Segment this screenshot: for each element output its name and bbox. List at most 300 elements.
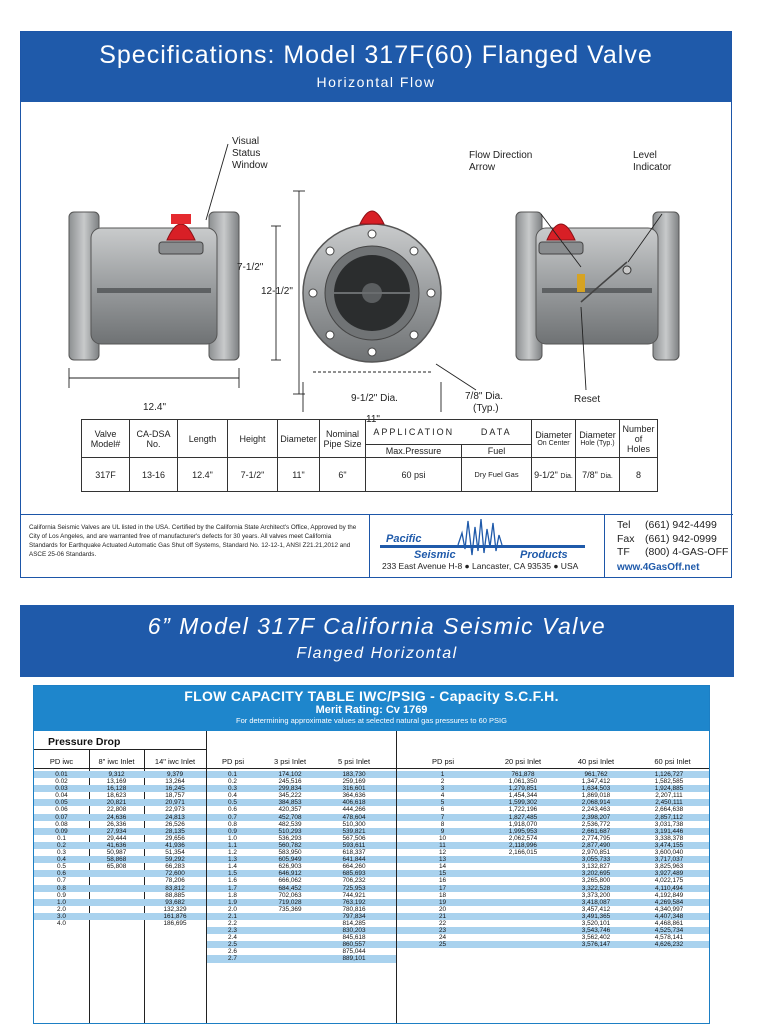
table-row xyxy=(397,821,710,828)
contact-tel xyxy=(617,519,728,533)
header-length: Length xyxy=(178,420,228,458)
col-header-60-psi: 60 psi Inlet xyxy=(654,757,691,766)
table-cell: 245,516 xyxy=(278,778,302,786)
table-row xyxy=(207,792,396,799)
table-cell: 0.9 xyxy=(57,891,66,899)
header-application: APPLICATION xyxy=(366,420,462,445)
table-cell: 1.7 xyxy=(228,884,237,892)
table-cell: 14 xyxy=(438,863,447,871)
dimension-diameter-label: 11" xyxy=(366,414,380,425)
col-header-3-psi: 3 psi Inlet xyxy=(273,757,307,766)
table-row xyxy=(34,799,206,806)
table-cell: 2,062,574 xyxy=(508,834,538,842)
contact-key: Fax xyxy=(617,532,635,545)
valve-side-view-left xyxy=(69,212,239,360)
cell-value: 7/8" xyxy=(582,469,598,480)
cell-unit: Dia. xyxy=(560,472,573,480)
table-row xyxy=(207,821,396,828)
table-cell: 2.5 xyxy=(228,941,237,949)
table-cell: 26,336 xyxy=(106,820,127,828)
label-line: Status xyxy=(232,148,261,159)
table-cell: 539,821 xyxy=(342,827,366,835)
table-cell: 2.7 xyxy=(228,955,237,963)
table-cell: 59,292 xyxy=(165,856,185,864)
contact-info xyxy=(617,519,728,574)
table-cell: 17 xyxy=(438,884,447,892)
table-cell: 24,636 xyxy=(106,813,127,821)
cell-diameter-hole xyxy=(576,458,620,492)
table-cell: 618,337 xyxy=(342,849,366,857)
table-cell: 16,128 xyxy=(106,785,127,793)
table-cell: 4,578,141 xyxy=(654,934,684,942)
table-cell: 3,927,489 xyxy=(654,870,684,878)
table-row xyxy=(207,948,396,955)
table-cell: 0.2 xyxy=(228,778,237,786)
table-cell: 4,407,348 xyxy=(654,912,684,920)
table-cell: 0.04 xyxy=(55,792,68,800)
table-cell: 3 xyxy=(440,785,445,793)
cell-length: 12.4" xyxy=(178,458,228,492)
table-cell: 1 xyxy=(440,771,445,778)
valve-front-view xyxy=(303,211,441,362)
table-row xyxy=(34,792,206,799)
flow-sheet-title: 6” Model 317F California Seismic Valve xyxy=(147,613,607,639)
table-cell: 4,110,494 xyxy=(655,884,683,892)
visual-status-window-label xyxy=(232,136,268,172)
table-cell: 2,166,015 xyxy=(508,849,538,857)
table-cell: 13,169 xyxy=(106,778,127,786)
table-cell: 13,264 xyxy=(165,778,185,786)
header-rule xyxy=(34,749,206,750)
table-cell: 26,526 xyxy=(165,820,185,828)
table-row xyxy=(207,799,396,806)
table-cell: 1,599,302 xyxy=(508,799,538,807)
table-cell: 83,812 xyxy=(165,884,185,892)
table-cell: 22 xyxy=(438,919,447,927)
table-cell: 0.5 xyxy=(228,799,237,807)
header-line: Diameter xyxy=(535,430,572,440)
table-row xyxy=(34,906,206,913)
table-cell: 0.1 xyxy=(228,771,237,778)
table-cell: 1,454,344 xyxy=(508,792,538,800)
header-diameter: Diameter xyxy=(278,420,320,458)
table-cell: 2,664,638 xyxy=(654,806,684,814)
table-cell: 702,063 xyxy=(278,891,302,899)
table-cell: 889,101 xyxy=(342,955,366,963)
contact-value: (661) 942-0999 xyxy=(645,532,717,545)
contact-fax xyxy=(617,533,728,547)
table-row xyxy=(397,814,710,821)
table-row xyxy=(397,792,710,799)
table-cell: 23 xyxy=(438,927,447,935)
table-cell: 13 xyxy=(438,856,447,864)
dimension-hole-label xyxy=(465,391,503,415)
table-cell: 1,279,851 xyxy=(508,785,538,793)
table-cell: 9,379 xyxy=(167,771,183,778)
table-row xyxy=(397,927,710,934)
flow-table-header xyxy=(34,686,709,731)
table-cell: 797,834 xyxy=(342,912,366,920)
group3-rows xyxy=(397,771,710,948)
table-cell: 2,243,463 xyxy=(581,806,611,814)
header-number-of-holes: Number of Holes xyxy=(620,420,658,458)
table-row xyxy=(397,870,710,877)
cell-number-of-holes: 8 xyxy=(620,458,658,492)
table-row xyxy=(397,799,710,806)
header-fuel: Fuel xyxy=(462,445,532,458)
table-row xyxy=(207,828,396,835)
logo-word-pacific: Pacific xyxy=(386,533,422,545)
table-row xyxy=(397,828,710,835)
table-row xyxy=(397,856,710,863)
table-cell: 2.4 xyxy=(228,934,237,942)
table-cell: 18 xyxy=(438,891,447,899)
table-cell: 875,044 xyxy=(342,948,366,956)
table-cell: 65,808 xyxy=(106,863,127,871)
table-cell: 1.3 xyxy=(228,856,237,864)
col-header-40-psi: 40 psi Inlet xyxy=(577,757,615,766)
valve-drawings xyxy=(21,102,733,412)
table-row xyxy=(397,899,710,906)
table-cell: 2,970,851 xyxy=(581,849,611,857)
table-row xyxy=(207,927,396,934)
table-cell: 4,626,232 xyxy=(654,941,684,949)
contact-value: (800) 4-GAS-OFF xyxy=(645,546,729,558)
table-cell: 3,265,800 xyxy=(581,877,611,885)
table-cell: 0.6 xyxy=(228,806,237,814)
table-cell: 1.0 xyxy=(228,834,237,842)
dimension-length-label: 12.4" xyxy=(143,402,167,413)
table-cell: 763,192 xyxy=(342,898,366,906)
logo-word-seismic: Seismic xyxy=(414,549,456,561)
flow-sheet-card xyxy=(20,605,734,1024)
dimension-height-label: 7-1/2" xyxy=(237,262,264,273)
table-cell: 1,869,018 xyxy=(581,792,611,800)
table-cell: 24,813 xyxy=(165,813,185,821)
company-address: 233 East Avenue H-8 ● Lancaster, CA 93535 ● USA xyxy=(382,561,579,571)
website-link[interactable]: www.4GasOff.net xyxy=(617,561,700,573)
table-cell: 1,634,503 xyxy=(581,785,611,793)
table-row xyxy=(207,835,396,842)
disclaimer-text: California Seismic Valves are UL listed in the USA. Certified by the California State Architect's Office, Approved by the City of Los Angeles, and are warranted free of manufacturer's defects for 30 years. All valves meet California Standards for Earthquake Actuated Automatic Gas Shut off Systems, Standard No. 12-12-1, ANSI Z21.21,2012 and ASCE 25-06 Standards. xyxy=(29,524,357,558)
table-cell: 706,232 xyxy=(342,877,366,885)
table-cell: 0.5 xyxy=(57,863,66,871)
table-cell: 2,661,687 xyxy=(581,827,611,835)
col-header-pd-psi-2: PD psi xyxy=(431,757,455,766)
table-cell: 3,520,101 xyxy=(581,919,611,927)
table-cell: 7 xyxy=(440,813,445,821)
table-row xyxy=(34,856,206,863)
table-cell: 684,452 xyxy=(278,884,302,892)
table-cell: 5 xyxy=(440,799,445,807)
table-cell: 51,354 xyxy=(165,849,185,857)
table-cell: 666,062 xyxy=(278,877,302,885)
table-cell: 420,357 xyxy=(278,806,302,814)
contact-key: Tel xyxy=(617,519,631,531)
table-cell: 2,398,207 xyxy=(581,813,611,821)
table-cell: 364,636 xyxy=(342,792,366,800)
cell-ca-dsa: 13-16 xyxy=(130,458,178,492)
col-header-14-iwc: 14" iwc Inlet xyxy=(154,757,196,766)
table-cell: 3,132,827 xyxy=(581,863,611,871)
table-cell: 0.3 xyxy=(228,785,237,793)
table-cell: 1,061,350 xyxy=(508,778,538,786)
spec-sheet-title: Specifications: Model 317F(60) Flanged Valve xyxy=(99,41,653,69)
table-cell: 4,192,849 xyxy=(654,891,684,899)
table-row xyxy=(207,877,396,884)
table-cell: 18,623 xyxy=(106,792,127,800)
table-cell: 384,853 xyxy=(278,799,302,807)
table-cell: 58,868 xyxy=(106,856,127,864)
company-logo-box xyxy=(369,515,605,577)
table-cell: 8 xyxy=(440,820,445,828)
table-cell: 4,269,584 xyxy=(654,898,684,906)
cell-height: 7-1/2" xyxy=(228,458,278,492)
table-cell: 626,903 xyxy=(278,863,302,871)
dimension-overall-height-label: 12-1/2" xyxy=(261,286,293,297)
table-row xyxy=(207,913,396,920)
flow-table-title: FLOW CAPACITY TABLE IWC/PSIG - Capacity S.C.F.H. xyxy=(184,688,559,704)
table-cell: 93,682 xyxy=(165,898,185,906)
flow-table-body xyxy=(34,731,710,1024)
table-cell: 16 xyxy=(438,877,447,885)
header-valve-model: Valve Model# xyxy=(82,420,130,458)
table-row xyxy=(34,821,206,828)
table-cell: 3,717,037 xyxy=(654,856,684,864)
table-cell: 3,202,695 xyxy=(581,870,611,878)
table-cell: 19 xyxy=(438,898,447,906)
table-row xyxy=(207,955,396,962)
table-cell: 3,600,040 xyxy=(654,849,684,857)
table-cell: 3,031,738 xyxy=(654,820,684,828)
spec-sheet-footer xyxy=(21,514,733,578)
table-cell: 1,827,485 xyxy=(508,813,538,821)
cell-fuel: Dry Fuel Gas xyxy=(462,458,532,492)
table-cell: 1,722,196 xyxy=(508,806,538,814)
header-max-pressure: Max.Pressure xyxy=(366,445,462,458)
table-row xyxy=(397,892,710,899)
table-cell: 2 xyxy=(440,778,445,786)
table-cell: 12 xyxy=(438,849,447,857)
table-cell: 3,338,378 xyxy=(654,834,684,842)
flow-sheet-body xyxy=(20,677,734,1024)
table-row xyxy=(34,899,206,906)
spec-sheet-header xyxy=(21,32,731,102)
contact-key: TF xyxy=(617,546,630,558)
table-cell: 4,525,734 xyxy=(654,927,684,935)
table-cell: 1.8 xyxy=(228,891,237,899)
table-cell: 814,285 xyxy=(342,919,366,927)
table-cell: 2,877,490 xyxy=(581,841,611,849)
table-cell: 161,876 xyxy=(163,912,187,920)
table-cell: 0.2 xyxy=(57,841,66,849)
table-cell: 583,950 xyxy=(278,849,302,857)
col-header-8-iwc: 8" iwc Inlet xyxy=(98,757,135,766)
table-cell: 0.03 xyxy=(55,785,68,793)
table-row xyxy=(397,785,710,792)
table-cell: 567,506 xyxy=(342,834,366,842)
table-cell: 186,695 xyxy=(163,919,187,927)
table-cell: 2,068,914 xyxy=(581,799,611,807)
table-cell: 0.07 xyxy=(55,813,68,821)
table-cell: 641,844 xyxy=(342,856,366,864)
table-cell: 1,918,070 xyxy=(508,820,538,828)
flow-sheet-header xyxy=(20,605,734,677)
table-cell: 3,543,746 xyxy=(581,927,611,935)
table-cell: 761,878 xyxy=(511,771,535,778)
table-cell: 0.8 xyxy=(57,884,66,892)
table-cell: 259,169 xyxy=(342,778,366,786)
table-row xyxy=(207,863,396,870)
header-line: On Center xyxy=(537,440,570,447)
table-cell: 78,206 xyxy=(165,877,185,885)
table-row xyxy=(207,941,396,948)
table-cell: 9,312 xyxy=(108,771,125,778)
reset-label: Reset xyxy=(574,394,601,405)
header-diameter-on-center xyxy=(532,420,576,458)
table-cell: 0.05 xyxy=(55,799,68,807)
table-row xyxy=(34,828,206,835)
table-cell: 0.09 xyxy=(55,827,68,835)
table-cell: 24 xyxy=(438,934,447,942)
header-line: Diameter xyxy=(579,430,616,440)
table-row xyxy=(207,771,396,778)
table-row xyxy=(34,842,206,849)
col-header-pd-iwc: PD iwc xyxy=(49,757,74,766)
table-cell: 41,636 xyxy=(106,841,127,849)
table-cell: 3,576,147 xyxy=(581,941,611,949)
table-row xyxy=(207,856,396,863)
table-row xyxy=(207,934,396,941)
table-cell: 536,293 xyxy=(278,834,302,842)
table-row xyxy=(207,885,396,892)
table-row xyxy=(207,842,396,849)
table-cell: 646,912 xyxy=(278,870,302,878)
cell-unit: Dia. xyxy=(600,472,613,480)
header-diameter-hole xyxy=(576,420,620,458)
table-row xyxy=(207,870,396,877)
table-cell: 444,266 xyxy=(342,806,366,814)
header-data: DATA xyxy=(462,420,532,445)
cell-pipe-size: 6" xyxy=(320,458,366,492)
table-cell: 1.0 xyxy=(57,898,66,906)
table-cell: 20,821 xyxy=(106,799,127,807)
table-cell: 183,730 xyxy=(342,771,366,778)
table-row xyxy=(207,785,396,792)
table-cell: 4.0 xyxy=(57,919,66,927)
table-row xyxy=(34,778,206,785)
table-cell: 28,135 xyxy=(165,827,185,835)
merit-rating: Merit Rating: Cv 1769 xyxy=(315,704,428,716)
table-cell: 2.1 xyxy=(228,912,237,920)
table-cell: 0.7 xyxy=(228,813,237,821)
table-row xyxy=(34,785,206,792)
table-cell: 0.4 xyxy=(57,856,66,864)
table-row xyxy=(397,941,710,948)
header-nominal-pipe-size: Nominal Pipe Size xyxy=(320,420,366,458)
table-row xyxy=(34,849,206,856)
table-cell: 560,782 xyxy=(278,841,302,849)
table-cell: 2,536,772 xyxy=(581,820,611,828)
table-cell: 4,022,175 xyxy=(654,877,684,885)
table-cell: 3.0 xyxy=(57,912,66,920)
table-cell: 860,557 xyxy=(342,941,366,949)
table-cell: 21 xyxy=(438,912,447,920)
table-row xyxy=(34,885,206,892)
table-cell: 452,708 xyxy=(278,813,302,821)
label-line: (Typ.) xyxy=(473,403,499,414)
contact-tf xyxy=(617,546,728,560)
table-cell: 593,611 xyxy=(342,841,366,849)
table-cell: 1.2 xyxy=(228,849,237,857)
table-cell: 2,207,111 xyxy=(655,792,683,800)
table-row xyxy=(207,814,396,821)
table-cell: 0.3 xyxy=(57,849,66,857)
group2-rows xyxy=(207,771,396,963)
table-cell: 0.9 xyxy=(228,827,237,835)
table-row xyxy=(34,814,206,821)
table-row xyxy=(397,842,710,849)
table-cell: 1.1 xyxy=(228,841,237,849)
table-cell: 72,600 xyxy=(165,870,185,878)
table-row xyxy=(397,877,710,884)
table-cell: 174,102 xyxy=(278,771,302,778)
table-cell: 735,369 xyxy=(278,905,302,913)
header-ca-dsa: CA-DSA No. xyxy=(130,420,178,458)
header-line: Hole (Typ.) xyxy=(580,440,615,447)
table-cell: 2,774,795 xyxy=(581,834,611,842)
table-row xyxy=(34,806,206,813)
level-indicator-label xyxy=(633,150,671,174)
table-cell: 88,885 xyxy=(165,891,185,899)
table-row xyxy=(397,849,710,856)
table-cell: 0.06 xyxy=(55,806,68,814)
table-cell: 0.08 xyxy=(55,820,68,828)
table-row xyxy=(397,835,710,842)
pressure-drop-label: Pressure Drop xyxy=(48,736,121,748)
table-cell: 1.6 xyxy=(228,877,237,885)
table-cell: 3,491,365 xyxy=(581,912,611,920)
table-row xyxy=(34,771,206,778)
table-cell: 2,118,996 xyxy=(509,841,537,849)
table-row xyxy=(34,835,206,842)
table-cell: 6 xyxy=(440,806,445,814)
cell-diameter-on-center xyxy=(532,458,576,492)
table-cell: 1.5 xyxy=(228,870,237,878)
table-row xyxy=(397,806,710,813)
table-cell: 0.02 xyxy=(55,778,68,786)
table-cell: 510,293 xyxy=(278,827,302,835)
table-row xyxy=(397,906,710,913)
table-cell: 1,126,727 xyxy=(654,771,684,778)
table-cell: 20,971 xyxy=(165,799,185,807)
table-row xyxy=(34,920,206,927)
table-cell: 961,762 xyxy=(584,771,608,778)
table-row xyxy=(397,920,710,927)
table-cell: 3,322,528 xyxy=(581,884,611,892)
contact-value: (661) 942-4499 xyxy=(645,519,717,531)
label-line: Indicator xyxy=(633,162,672,173)
table-row xyxy=(207,920,396,927)
table-cell: 744,921 xyxy=(342,891,366,899)
col-header-20-psi: 20 psi Inlet xyxy=(504,757,542,766)
table-cell: 845,618 xyxy=(342,934,366,942)
table-cell: 16,245 xyxy=(165,785,185,793)
table-cell: 299,834 xyxy=(278,785,302,793)
table-row xyxy=(397,934,710,941)
cell-diameter: 11" xyxy=(278,458,320,492)
table-row xyxy=(207,892,396,899)
